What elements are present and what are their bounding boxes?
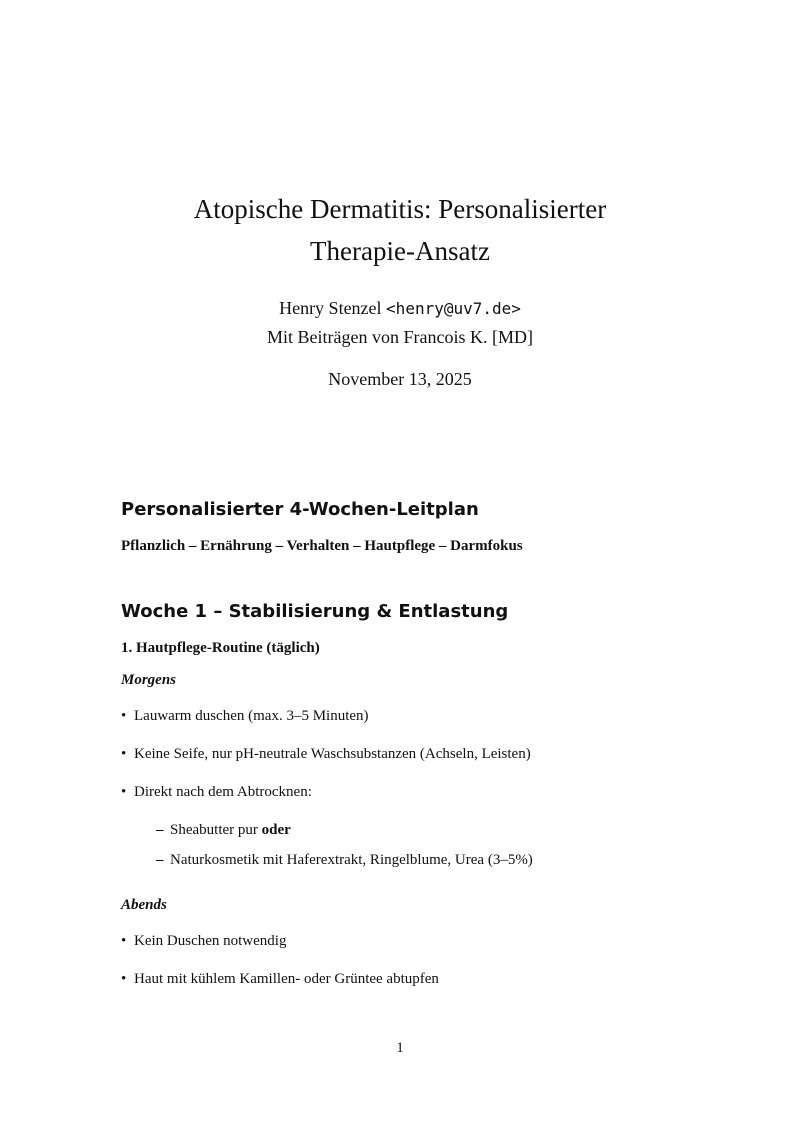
plan-heading: Personalisierter 4-Wochen-Leitplan — [121, 499, 479, 520]
contributors-line: Mit Beiträgen von Francois K. [MD] — [267, 327, 533, 347]
skincare-section-heading: 1. Hautpflege-Routine (täglich) — [121, 640, 320, 656]
dash-icon: – — [156, 852, 164, 868]
author-email: <henry@uv7.de> — [386, 299, 521, 318]
list-item-text: Kein Duschen notwendig — [134, 933, 287, 949]
plan-subtitle: Pflanzlich – Ernährung – Verhalten – Hautpflege – Darmfokus — [121, 538, 523, 554]
list-item — [121, 781, 681, 871]
morning-list — [121, 705, 681, 871]
sub-list — [156, 819, 681, 871]
document-date: November 13, 2025 — [328, 369, 472, 389]
sub-item-text: Sheabutter pur — [170, 822, 258, 838]
main-content — [121, 495, 681, 990]
sub-item-text: Naturkosmetik mit Haferextrakt, Ringelblume, Urea (3–5%) — [170, 852, 533, 868]
evening-heading: Abends — [121, 897, 167, 913]
author-block — [0, 294, 800, 351]
list-item — [121, 968, 681, 990]
author-name: Henry Stenzel — [279, 298, 382, 318]
document-title — [0, 188, 800, 272]
list-item-text: Lauwarm duschen (max. 3–5 Minuten) — [134, 708, 369, 724]
dash-icon: – — [156, 822, 164, 838]
bullet-icon: • — [121, 933, 127, 949]
sub-list-item — [156, 819, 681, 841]
sub-list-item — [156, 849, 681, 871]
bullet-icon: • — [121, 971, 127, 987]
evening-list — [121, 930, 681, 990]
list-item — [121, 930, 681, 952]
list-item — [121, 705, 681, 727]
bullet-icon: • — [121, 784, 127, 800]
title-block — [0, 188, 800, 393]
sub-item-emphasis: oder — [261, 822, 291, 838]
bullet-icon: • — [121, 708, 127, 724]
list-item-text: Keine Seife, nur pH-neutrale Waschsubstanzen (Achseln, Leisten) — [134, 746, 531, 762]
list-item — [121, 743, 681, 765]
title-line-1: Atopische Dermatitis: Personalisierter — [193, 194, 607, 224]
author-line — [0, 294, 800, 323]
morning-heading: Morgens — [121, 672, 177, 688]
title-line-2: Therapie-Ansatz — [310, 236, 490, 266]
list-item-text: Direkt nach dem Abtrocknen: — [134, 784, 312, 800]
week1-heading: Woche 1 – Stabilisierung & Entlastung — [121, 601, 509, 622]
list-item-text: Haut mit kühlem Kamillen- oder Grüntee abtupfen — [134, 971, 439, 987]
bullet-icon: • — [121, 746, 127, 762]
page-number: 1 — [396, 1040, 404, 1056]
